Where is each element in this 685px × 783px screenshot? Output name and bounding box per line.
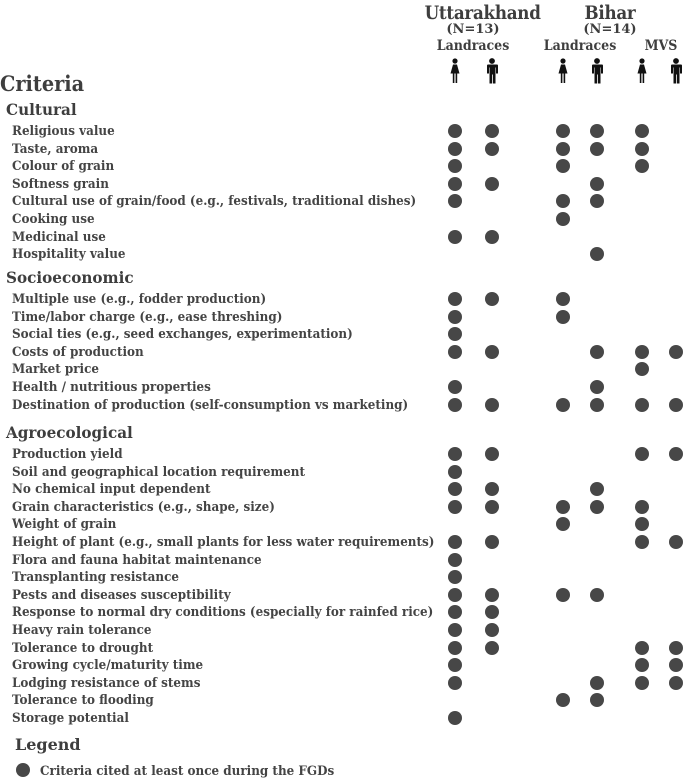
cited-dot-icon (485, 398, 499, 412)
criterion-label: Heavy rain tolerance (12, 622, 152, 637)
cited-dot-icon (556, 159, 570, 173)
male-icon (668, 58, 684, 84)
criterion-label: Transplanting resistance (12, 569, 179, 585)
criterion-label: Tolerance to flooding (12, 692, 154, 708)
cited-dot-icon (590, 142, 604, 156)
bihar-landraces-label: Landraces (543, 38, 617, 54)
cited-dot-icon (590, 676, 604, 690)
cited-dot-icon (448, 553, 462, 567)
cited-dot-icon (485, 177, 499, 191)
cited-dot-icon (448, 142, 462, 156)
cited-dot-icon (485, 641, 499, 655)
criterion-label: Growing cycle/maturity time (12, 657, 204, 673)
cited-dot-icon (448, 641, 462, 655)
cited-dot-icon (448, 398, 462, 412)
male-icon (589, 58, 605, 84)
cited-dot-icon (590, 398, 604, 412)
cited-dot-icon (448, 292, 462, 306)
cited-dot-icon (448, 711, 462, 725)
cited-dot-icon (448, 380, 462, 394)
cited-dot-icon (635, 345, 649, 359)
section-title: Socioeconomic (6, 268, 134, 287)
cited-dot-icon (556, 212, 570, 226)
criterion-label: Production yield (12, 446, 123, 461)
criterion-label: Softness grain (12, 175, 109, 191)
criterion-label: Height of plant (e.g., small plants for less water requirements) (12, 534, 435, 549)
female-icon (634, 58, 650, 84)
cited-dot-icon (556, 517, 570, 531)
cited-dot-icon (448, 447, 462, 461)
cited-dot-icon (485, 345, 499, 359)
cited-dot-icon (448, 658, 462, 672)
region-bihar-title: Bihar (584, 2, 636, 24)
cited-dot-icon (635, 159, 649, 173)
criterion-label: Religious value (12, 123, 115, 138)
cited-dot-icon (485, 535, 499, 549)
cited-dot-icon (485, 124, 499, 138)
cited-dot-icon (556, 398, 570, 412)
cited-dot-icon (448, 535, 462, 549)
criterion-label: Storage potential (12, 710, 129, 725)
cited-dot-icon (556, 142, 570, 156)
criteria-title: Criteria (0, 71, 85, 96)
cited-dot-icon (635, 641, 649, 655)
cited-dot-icon (590, 194, 604, 208)
cited-dot-icon (448, 465, 462, 479)
criterion-label: Multiple use (e.g., fodder production) (12, 291, 267, 306)
cited-dot-icon (556, 693, 570, 707)
criterion-label: Tolerance to drought (12, 639, 154, 655)
cited-dot-icon (448, 570, 462, 584)
cited-dot-icon (448, 159, 462, 173)
cited-dot-icon (448, 124, 462, 138)
cited-dot-icon (485, 605, 499, 619)
cited-dot-icon (669, 676, 683, 690)
cited-dot-icon (635, 142, 649, 156)
uttarakhand-landraces-label: Landraces (436, 38, 510, 54)
criterion-label: Social ties (e.g., seed exchanges, experimentation) (12, 326, 353, 342)
cited-dot-icon (669, 398, 683, 412)
female-icon (447, 58, 463, 84)
criterion-label: Taste, aroma (12, 140, 99, 156)
male-icon (484, 58, 500, 84)
cited-dot-icon (590, 482, 604, 496)
cited-dot-icon (556, 500, 570, 514)
cited-dot-icon (590, 345, 604, 359)
cited-dot-icon (635, 517, 649, 531)
cited-dot-icon (448, 194, 462, 208)
criterion-label: Colour of grain (12, 158, 115, 174)
cited-dot-icon (635, 535, 649, 549)
section-title: Agroecological (6, 423, 133, 442)
cited-dot-icon (448, 345, 462, 359)
cited-dot-icon (669, 641, 683, 655)
cited-dot-icon (485, 230, 499, 244)
criterion-label: Medicinal use (12, 228, 106, 244)
criterion-label: Grain characteristics (e.g., shape, size) (12, 498, 275, 514)
cited-dot-icon (448, 177, 462, 191)
region-uttarakhand-title: Uttarakhand (424, 2, 541, 24)
cited-dot-icon (635, 447, 649, 461)
cited-dot-icon (635, 398, 649, 412)
bihar-mvs-label: MVS (644, 38, 678, 54)
cited-dot-icon (485, 500, 499, 514)
cited-dot-icon (590, 177, 604, 191)
cited-dot-icon (669, 345, 683, 359)
criterion-label: Health / nutritious properties (12, 379, 211, 394)
region-uttarakhand-count: (N=13) (446, 22, 500, 37)
criterion-label: Response to normal dry conditions (especially for rainfed rice) (12, 604, 434, 620)
legend-item-label: Criteria cited at least once during the FGDs (40, 763, 335, 778)
cited-dot-icon (448, 327, 462, 341)
section-title: Cultural (6, 100, 77, 119)
cited-dot-icon (448, 482, 462, 496)
cited-dot-icon (590, 124, 604, 138)
cited-dot-icon (485, 292, 499, 306)
cited-dot-icon (448, 676, 462, 690)
cited-dot-icon (590, 247, 604, 261)
cited-dot-icon (556, 292, 570, 306)
criterion-label: Soil and geographical location requirement (12, 463, 306, 479)
cited-dot-icon (590, 500, 604, 514)
criterion-label: Market price (12, 361, 100, 377)
cited-dot-icon (669, 658, 683, 672)
cited-dot-icon (556, 124, 570, 138)
cited-dot-icon (635, 124, 649, 138)
cited-dot-icon (485, 482, 499, 496)
criterion-label: Pests and diseases susceptibility (12, 586, 231, 602)
cited-dot-icon (635, 658, 649, 672)
criterion-label: Cooking use (12, 211, 95, 226)
criterion-label: Hospitality value (12, 246, 126, 262)
region-bihar-count: (N=14) (583, 22, 637, 37)
criterion-label: Cultural use of grain/food (e.g., festivals, traditional dishes) (12, 193, 417, 209)
cited-dot-icon (448, 588, 462, 602)
cited-dot-icon (635, 500, 649, 514)
cited-dot-icon (485, 623, 499, 637)
criterion-label: Lodging resistance of stems (12, 674, 201, 690)
cited-dot-icon (485, 588, 499, 602)
cited-dot-icon (590, 588, 604, 602)
cited-dot-icon (669, 447, 683, 461)
cited-dot-icon (556, 588, 570, 602)
cited-dot-icon (485, 447, 499, 461)
cited-dot-icon (556, 194, 570, 208)
criterion-label: Destination of production (self-consumption vs marketing) (12, 396, 409, 412)
criterion-label: Weight of grain (12, 516, 117, 532)
cited-dot-icon (635, 676, 649, 690)
cited-dot-icon (556, 310, 570, 324)
cited-dot-icon (448, 605, 462, 619)
cited-dot-icon (448, 310, 462, 324)
cited-dot-icon (448, 230, 462, 244)
legend-dot-icon (16, 763, 30, 777)
cited-dot-icon (635, 362, 649, 376)
cited-dot-icon (590, 693, 604, 707)
criterion-label: Time/labor charge (e.g., ease threshing) (12, 308, 283, 324)
cited-dot-icon (448, 623, 462, 637)
legend-title: Legend (15, 735, 81, 754)
criterion-label: Costs of production (12, 343, 144, 359)
cited-dot-icon (590, 380, 604, 394)
cited-dot-icon (448, 500, 462, 514)
cited-dot-icon (485, 142, 499, 156)
criterion-label: No chemical input dependent (12, 481, 211, 497)
criterion-label: Flora and fauna habitat maintenance (12, 551, 262, 567)
female-icon (555, 58, 571, 84)
cited-dot-icon (669, 535, 683, 549)
